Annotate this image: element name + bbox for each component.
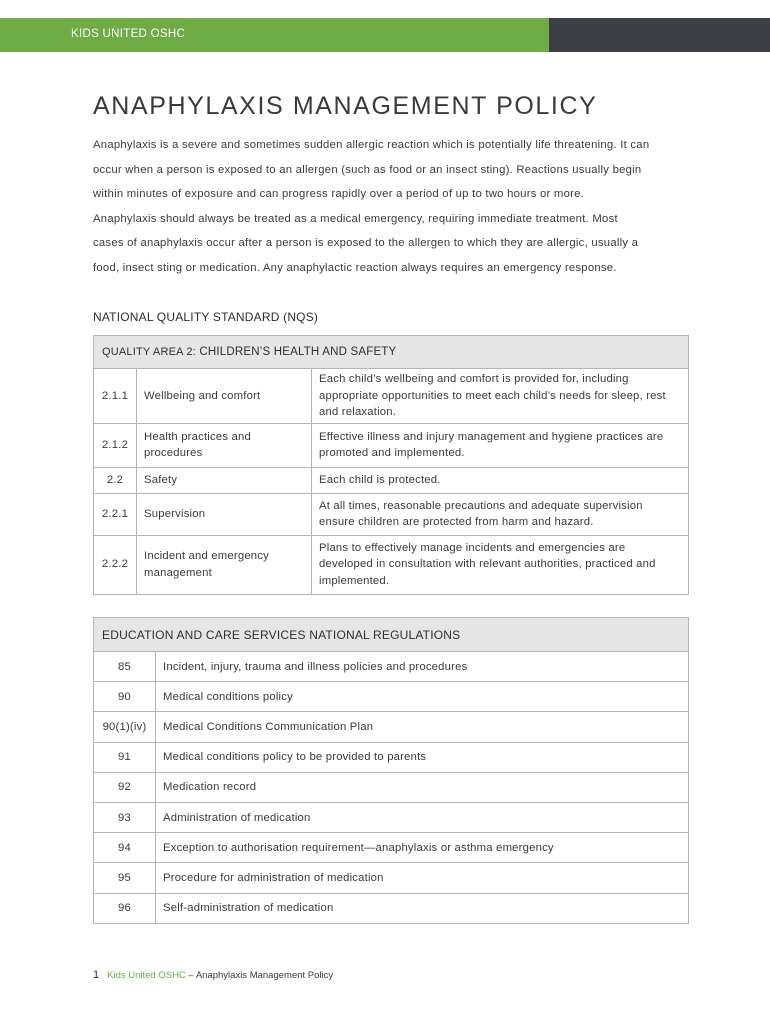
nqs-element-name: Supervision bbox=[137, 493, 312, 535]
regulation-code: 96 bbox=[94, 893, 156, 923]
nqs-element-desc: Each child’s wellbeing and comfort is provided for, including appropriate opportunities to meet each child’s needs for sleep, rest and relaxation. bbox=[312, 369, 689, 424]
nqs-table-header-row bbox=[94, 336, 689, 369]
page-title: ANAPHYLAXIS MANAGEMENT POLICY bbox=[93, 92, 598, 120]
nqs-code: 2.2.2 bbox=[94, 535, 137, 594]
table-row bbox=[94, 652, 689, 682]
regulation-code: 90 bbox=[94, 682, 156, 712]
regulations-table-header-row bbox=[94, 618, 689, 652]
regulation-code: 90(1)(iv) bbox=[94, 712, 156, 742]
regulation-code: 92 bbox=[94, 772, 156, 802]
nqs-table-header bbox=[94, 336, 689, 369]
table-row bbox=[94, 682, 689, 712]
nqs-element-desc: Plans to effectively manage incidents and emergencies are developed in consultation with relevant authorities, practiced and implemented. bbox=[312, 535, 689, 594]
footer-doc-title: – Anaphylaxis Management Policy bbox=[185, 970, 334, 981]
intro-line: Anaphylaxis should always be treated as a medical emergency, requiring immediate treatment. Most bbox=[93, 212, 618, 225]
table-row bbox=[94, 893, 689, 923]
intro-line: food, insect sting or medication. Any anaphylactic reaction always requires an emergency response. bbox=[93, 261, 617, 274]
page-number: 1 bbox=[93, 969, 100, 981]
nqs-element-name: Incident and emergency management bbox=[137, 535, 312, 594]
regulation-desc: Exception to authorisation requirement—anaphylaxis or asthma emergency bbox=[156, 833, 689, 863]
regulation-code: 94 bbox=[94, 833, 156, 863]
table-row bbox=[94, 833, 689, 863]
regulation-desc: Administration of medication bbox=[156, 802, 689, 832]
nqs-element-desc: Each child is protected. bbox=[312, 467, 689, 493]
nqs-heading: NATIONAL QUALITY STANDARD (NQS) bbox=[93, 310, 319, 324]
nqs-table bbox=[93, 335, 689, 595]
intro-line: occur when a person is exposed to an allergen (such as food or an insect sting). Reactions usually begin bbox=[93, 163, 642, 176]
header-dark-band bbox=[549, 18, 770, 52]
nqs-element-desc: At all times, reasonable precautions and adequate supervision ensure children are protected from harm and hazard. bbox=[312, 493, 689, 535]
nqs-code: 2.2.1 bbox=[94, 493, 137, 535]
nqs-element-name: Wellbeing and comfort bbox=[137, 369, 312, 424]
page-footer bbox=[93, 969, 333, 981]
regulation-code: 95 bbox=[94, 863, 156, 893]
table-row bbox=[94, 493, 689, 535]
regulation-desc: Medical Conditions Communication Plan bbox=[156, 712, 689, 742]
table-row bbox=[94, 802, 689, 832]
regulation-desc: Incident, injury, trauma and illness policies and procedures bbox=[156, 652, 689, 682]
table-row bbox=[94, 712, 689, 742]
regulations-table bbox=[93, 617, 689, 924]
intro-line: cases of anaphylaxis occur after a person is exposed to the allergen to which they are allergic, usually a bbox=[93, 237, 639, 250]
regulation-code: 91 bbox=[94, 742, 156, 772]
regulation-desc: Medical conditions policy bbox=[156, 682, 689, 712]
header-org-name: KIDS UNITED OSHC bbox=[71, 28, 186, 40]
quality-area-label: QUALITY AREA 2: bbox=[102, 346, 196, 358]
intro-line: within minutes of exposure and can progress rapidly over a period of up to two hours or more. bbox=[93, 188, 585, 201]
table-row bbox=[94, 369, 689, 424]
regulation-desc: Medication record bbox=[156, 772, 689, 802]
table-row bbox=[94, 467, 689, 493]
intro-paragraph bbox=[93, 133, 703, 281]
table-row bbox=[94, 423, 689, 467]
nqs-code: 2.2 bbox=[94, 467, 137, 493]
table-row bbox=[94, 535, 689, 594]
nqs-element-name: Safety bbox=[137, 467, 312, 493]
nqs-code: 2.1.1 bbox=[94, 369, 137, 424]
header-bar bbox=[0, 18, 770, 52]
intro-line: Anaphylaxis is a severe and sometimes sudden allergic reaction which is potentially life threatening. It can bbox=[93, 139, 650, 151]
table-row bbox=[94, 863, 689, 893]
regulation-desc: Medical conditions policy to be provided to parents bbox=[156, 742, 689, 772]
nqs-code: 2.1.2 bbox=[94, 423, 137, 467]
footer-brand: Kids United OSHC bbox=[107, 970, 186, 981]
regulation-desc: Self-administration of medication bbox=[156, 893, 689, 923]
table-row bbox=[94, 772, 689, 802]
quality-area-title: CHILDREN’S HEALTH AND SAFETY bbox=[199, 346, 397, 358]
nqs-element-desc: Effective illness and injury management and hygiene practices are promoted and implemented. bbox=[312, 423, 689, 467]
regulation-desc: Procedure for administration of medication bbox=[156, 863, 689, 893]
nqs-element-name: Health practices and procedures bbox=[137, 423, 312, 467]
regulations-table-header: EDUCATION AND CARE SERVICES NATIONAL REGULATIONS bbox=[94, 618, 689, 652]
table-row bbox=[94, 742, 689, 772]
regulation-code: 85 bbox=[94, 652, 156, 682]
regulation-code: 93 bbox=[94, 802, 156, 832]
